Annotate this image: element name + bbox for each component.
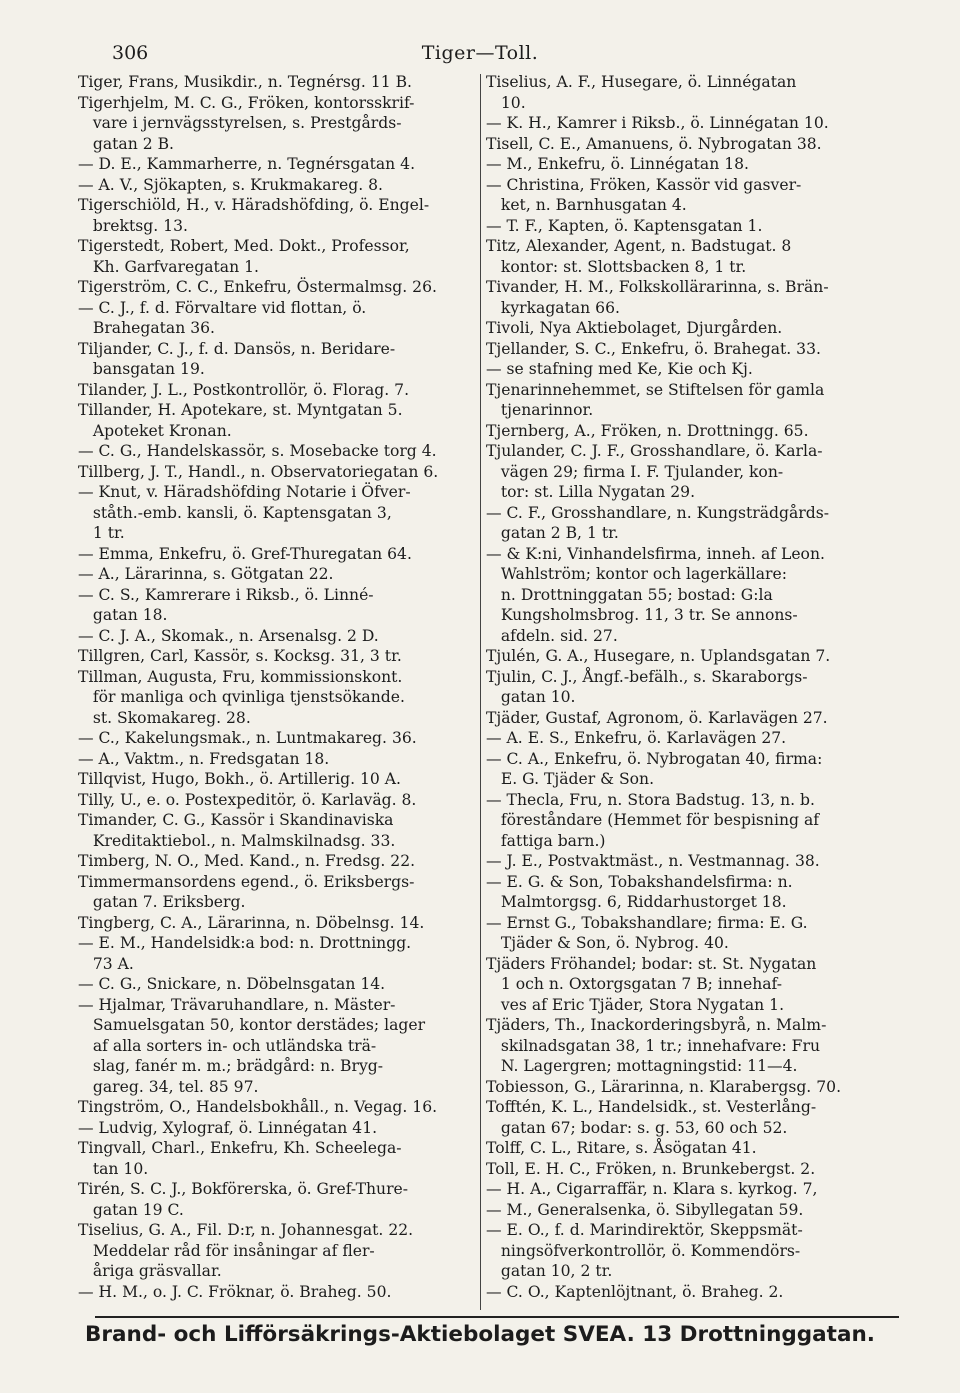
directory-line: Tiger, Frans, Musikdir., n. Tegnérsg. 11 B. bbox=[78, 73, 413, 91]
directory-line: — Thecla, Fru, n. Stora Badstug. 13, n. b. bbox=[486, 790, 815, 809]
directory-line: Tolff, C. L., Ritare, s. Åsögatan 41. bbox=[486, 1139, 757, 1157]
directory-line: 1 och n. Oxtorgsgatan 7 B; innehaf- bbox=[486, 975, 783, 993]
directory-line: Tillqvist, Hugo, Bokh., ö. Artillerig. 10 A. bbox=[78, 770, 402, 788]
directory-line: skilnadsgatan 38, 1 tr.; innehafvare: Fru bbox=[486, 1036, 821, 1055]
directory-line: slag, fanér m. m.; brädgård: n. Bryg- bbox=[78, 1057, 384, 1075]
directory-line: — A., Vaktm., n. Fredsgatan 18. bbox=[78, 749, 330, 768]
right-column bbox=[486, 72, 898, 1302]
directory-line: Timander, C. G., Kassör i Skandinaviska bbox=[78, 811, 394, 829]
column-divider bbox=[480, 74, 481, 1310]
directory-line: 10. bbox=[486, 93, 526, 112]
directory-line: Malmtorgsg. 6, Riddarhustorget 18. bbox=[486, 893, 787, 911]
directory-line: vare i jernvägsstyrelsen, s. Prestgårds- bbox=[78, 114, 402, 132]
page-number: 306 bbox=[112, 42, 149, 64]
directory-line: Tofftén, K. L., Handelsidk., st. Vesterlång- bbox=[486, 1098, 817, 1116]
directory-line: ningsöfverkontrollör, ö. Kommendörs- bbox=[486, 1241, 801, 1260]
directory-line: gatan 10. bbox=[486, 688, 576, 706]
directory-line: för manliga och qvinliga tjenstsökande. bbox=[78, 688, 405, 706]
directory-line: — J. E., Postvaktmäst., n. Vestmannag. 38. bbox=[486, 852, 820, 870]
directory-line: — Hjalmar, Trävaruhandlare, n. Mäster- bbox=[78, 995, 396, 1014]
directory-line: Tilly, U., e. o. Postexpeditör, ö. Karlaväg. 8. bbox=[78, 790, 417, 809]
directory-line: Toll, E. H. C., Fröken, n. Brunkebergst. 2. bbox=[486, 1159, 816, 1178]
directory-line: — A. V., Sjökapten, s. Krukmakareg. 8. bbox=[78, 175, 384, 194]
directory-line: Tigerstedt, Robert, Med. Dokt., Professor, bbox=[78, 237, 410, 255]
directory-line: Tjulander, C. J. F., Grosshandlare, ö. Karla- bbox=[486, 442, 823, 460]
directory-line: Tillander, H. Apotekare, st. Myntgatan 5. bbox=[78, 401, 403, 419]
directory-line: gatan 7. Eriksberg. bbox=[78, 893, 246, 911]
directory-line: gareg. 34, tel. 85 97. bbox=[78, 1077, 259, 1096]
directory-line: föreståndare (Hemmet för bespisning af bbox=[486, 811, 820, 829]
footer-rule bbox=[95, 1316, 899, 1318]
directory-line: gatan 10, 2 tr. bbox=[486, 1262, 613, 1280]
directory-line: gatan 67; bodar: s. g. 53, 60 och 52. bbox=[486, 1118, 788, 1137]
directory-line: Apoteket Kronan. bbox=[78, 421, 232, 440]
directory-line: afdeln. sid. 27. bbox=[486, 626, 618, 645]
directory-line: — M., Generalsenka, ö. Sibyllegatan 59. bbox=[486, 1200, 804, 1219]
directory-line: gatan 2 B. bbox=[78, 134, 175, 153]
directory-line: — Emma, Enkefru, ö. Gref-Thuregatan 64. bbox=[78, 544, 412, 563]
directory-line: — K. H., Kamrer i Riksb., ö. Linnégatan 10. bbox=[486, 114, 829, 132]
directory-line: — Christina, Fröken, Kassör vid gasver- bbox=[486, 175, 802, 194]
directory-line: Brahegatan 36. bbox=[78, 319, 215, 337]
directory-line: gatan 18. bbox=[78, 606, 168, 624]
directory-line: bansgatan 19. bbox=[78, 360, 205, 378]
directory-line: tor: st. Lilla Nygatan 29. bbox=[486, 483, 696, 501]
directory-line: — Ernst G., Tobakshandlare; firma: E. G. bbox=[486, 913, 808, 932]
directory-line: kyrkagatan 66. bbox=[486, 298, 620, 317]
directory-line: tjenarinnor. bbox=[486, 401, 594, 419]
directory-line: Kh. Garfvaregatan 1. bbox=[78, 257, 259, 276]
directory-line: Samuelsgatan 50, kontor derstädes; lager bbox=[78, 1016, 426, 1034]
directory-line: Tisell, C. E., Amanuens, ö. Nybrogatan 38. bbox=[486, 134, 822, 153]
directory-line: — C. A., Enkefru, ö. Nybrogatan 40, firma: bbox=[486, 749, 823, 768]
directory-line: Tivoli, Nya Aktiebolaget, Djurgården. bbox=[486, 319, 783, 337]
page-header bbox=[0, 42, 960, 68]
directory-line: Tillberg, J. T., Handl., n. Observatoriegatan 6. bbox=[78, 462, 439, 481]
directory-line: Tjernberg, A., Fröken, n. Drottningg. 65. bbox=[486, 421, 809, 440]
directory-line: — C. J., f. d. Förvaltare vid flottan, ö. bbox=[78, 298, 367, 317]
directory-line: — C. F., Grosshandlare, n. Kungsträdgårds- bbox=[486, 503, 829, 522]
directory-line: Tigerschiöld, H., v. Häradshöfding, ö. Engel- bbox=[78, 196, 430, 214]
directory-line: — E. M., Handelsidk:a bod: n. Drottningg. bbox=[78, 934, 412, 952]
directory-line: Tillman, Augusta, Fru, kommissionskont. bbox=[78, 667, 403, 686]
directory-line: Tivander, H. M., Folkskollärarinna, s. Brän- bbox=[486, 278, 829, 296]
directory-line: Tiselius, A. F., Husegare, ö. Linnégatan bbox=[486, 73, 797, 91]
directory-line: — E. O., f. d. Marindirektör, Skeppsmät- bbox=[486, 1221, 803, 1239]
directory-line: N. Lagergren; mottagningstid: 11—4. bbox=[486, 1057, 798, 1075]
directory-line: ves af Eric Tjäder, Stora Nygatan 1. bbox=[486, 995, 785, 1014]
directory-line: — C. G., Handelskassör, s. Mosebacke torg 4. bbox=[78, 442, 437, 460]
directory-line: Tigerström, C. C., Enkefru, Östermalmsg. 26. bbox=[78, 278, 437, 296]
directory-line: Wahlström; kontor och lagerkällare: bbox=[486, 565, 787, 583]
directory-line: — C. S., Kamrerare i Riksb., ö. Linné- bbox=[78, 585, 374, 604]
directory-line: Tigerhjelm, M. C. G., Fröken, kontorsskrif- bbox=[78, 93, 415, 112]
directory-line: ket, n. Barnhusgatan 4. bbox=[486, 196, 687, 214]
left-column bbox=[78, 72, 478, 1302]
directory-line: — D. E., Kammarherre, n. Tegnérsgatan 4. bbox=[78, 155, 416, 173]
directory-line: E. G. Tjäder & Son. bbox=[486, 770, 655, 788]
directory-line: — H. A., Cigarraffär, n. Klara s. kyrkog. 7, bbox=[486, 1180, 818, 1198]
directory-line: Tiljander, C. J., f. d. Dansös, n. Beridare- bbox=[78, 339, 396, 358]
directory-line: — Knut, v. Häradshöfding Notarie i Öfver- bbox=[78, 483, 411, 501]
directory-line: åriga gräsvallar. bbox=[78, 1262, 222, 1280]
directory-line: Tingberg, C. A., Lärarinna, n. Döbelnsg. 14. bbox=[78, 913, 425, 932]
running-title: Tiger—Toll. bbox=[421, 42, 539, 64]
directory-line: Tjäders, Th., Inackorderingsbyrå, n. Malm- bbox=[486, 1016, 827, 1034]
directory-line: — H. M., o. J. C. Fröknar, ö. Braheg. 50. bbox=[78, 1282, 392, 1301]
directory-line: gatan 19 C. bbox=[78, 1200, 184, 1219]
directory-line: Tiselius, G. A., Fil. D:r, n. Johannesgat. 22. bbox=[78, 1221, 414, 1239]
directory-line: — & K:ni, Vinhandelsfirma, inneh. af Leon. bbox=[486, 544, 825, 563]
directory-line: — E. G. & Son, Tobakshandelsfirma: n. bbox=[486, 872, 793, 891]
directory-line: st. Skomakareg. 28. bbox=[78, 708, 251, 727]
directory-line: Timmermansordens egend., ö. Eriksbergs- bbox=[78, 872, 415, 891]
directory-line: kontor: st. Slottsbacken 8, 1 tr. bbox=[486, 257, 747, 276]
directory-line: gatan 2 B, 1 tr. bbox=[486, 524, 619, 542]
directory-line: Tjellander, S. C., Enkefru, ö. Brahegat. 33. bbox=[486, 339, 821, 358]
directory-line: Titz, Alexander, Agent, n. Badstugat. 8 bbox=[486, 237, 792, 255]
directory-line: — M., Enkefru, ö. Linnégatan 18. bbox=[486, 155, 749, 173]
directory-line: Timberg, N. O., Med. Kand., n. Fredsg. 22. bbox=[78, 852, 416, 870]
directory-line: — A. E. S., Enkefru, ö. Karlavägen 27. bbox=[486, 729, 787, 747]
directory-line: ståth.-emb. kansli, ö. Kaptensgatan 3, bbox=[78, 503, 392, 522]
directory-line: Tjäder & Son, ö. Nybrog. 40. bbox=[486, 934, 729, 952]
directory-line: af alla sorters in- och utländska trä- bbox=[78, 1036, 377, 1055]
directory-line: Tjulin, C. J., Ångf.-befälh., s. Skaraborgs- bbox=[486, 667, 808, 686]
directory-line: fattiga barn.) bbox=[486, 831, 606, 850]
directory-line: Tjäder, Gustaf, Agronom, ö. Karlavägen 27. bbox=[486, 708, 828, 727]
directory-line: Meddelar råd för insåningar af fler- bbox=[78, 1241, 375, 1260]
directory-line: Tingvall, Charl., Enkefru, Kh. Scheelega- bbox=[78, 1139, 402, 1157]
directory-line: n. Drottninggatan 55; bostad: G:la bbox=[486, 585, 773, 604]
directory-line: Tingström, O., Handelsbokhåll., n. Vegag. 16. bbox=[78, 1098, 438, 1116]
directory-line: Kungsholmsbrog. 11, 3 tr. Se annons- bbox=[486, 606, 798, 624]
directory-line: — T. F., Kapten, ö. Kaptensgatan 1. bbox=[486, 216, 763, 235]
directory-line: — Ludvig, Xylograf, ö. Linnégatan 41. bbox=[78, 1118, 378, 1137]
directory-line: Tjulén, G. A., Husegare, n. Uplandsgatan 7. bbox=[486, 647, 831, 665]
footer-advertisement: Brand- och Lifförsäkrings-Aktiebolaget SVEA. 13 Drottninggatan. bbox=[85, 1322, 875, 1347]
directory-line: Tirén, S. C. J., Bokförerska, ö. Gref-Thure- bbox=[78, 1180, 409, 1198]
directory-line: Tjenarinnehemmet, se Stiftelsen för gamla bbox=[486, 380, 825, 399]
directory-line: Tjäders Fröhandel; bodar: st. St. Nygatan bbox=[486, 954, 817, 973]
directory-line: — A., Lärarinna, s. Götgatan 22. bbox=[78, 565, 334, 583]
directory-line: tan 10. bbox=[78, 1159, 149, 1178]
directory-line: 73 A. bbox=[78, 954, 134, 973]
directory-line: Tillgren, Carl, Kassör, s. Kocksg. 31, 3 tr. bbox=[78, 647, 402, 665]
directory-line: — se stafning med Ke, Kie och Kj. bbox=[486, 360, 753, 378]
directory-line: — C., Kakelungsmak., n. Luntmakareg. 36. bbox=[78, 729, 417, 747]
directory-line: — C. J. A., Skomak., n. Arsenalsg. 2 D. bbox=[78, 626, 379, 645]
directory-line: Tilander, J. L., Postkontrollör, ö. Florag. 7. bbox=[78, 380, 410, 399]
directory-line: brektsg. 13. bbox=[78, 216, 188, 235]
directory-line: vägen 29; firma I. F. Tjulander, kon- bbox=[486, 462, 784, 481]
directory-line: — C. G., Snickare, n. Döbelnsgatan 14. bbox=[78, 975, 386, 993]
directory-line: 1 tr. bbox=[78, 524, 125, 542]
directory-line: Tobiesson, G., Lärarinna, n. Klarabergsg. 70. bbox=[486, 1077, 842, 1096]
directory-line: Kreditaktiebol., n. Malmskilnadsg. 33. bbox=[78, 831, 396, 850]
directory-line: — C. O., Kaptenlöjtnant, ö. Braheg. 2. bbox=[486, 1282, 784, 1301]
